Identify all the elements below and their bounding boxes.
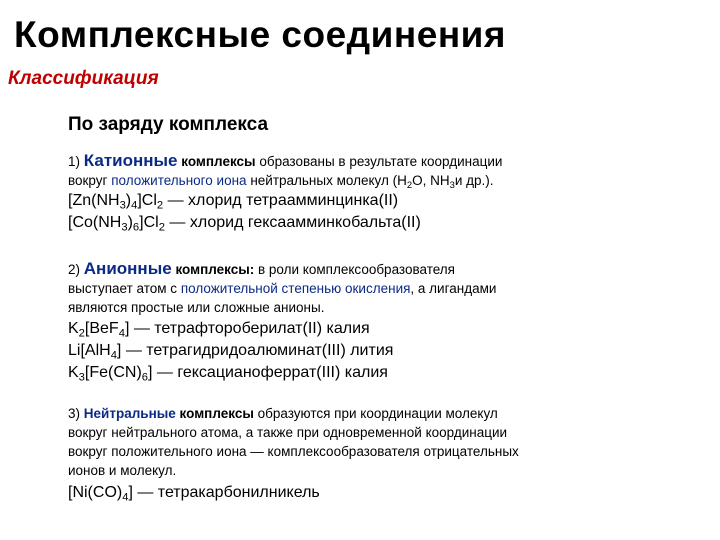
highlight-text: положительной степенью окисления	[180, 281, 411, 296]
page-title: Комплексные соединения	[14, 14, 507, 55]
item-neutral	[68, 404, 708, 480]
example-formula: $[Zn(NH_3)_4]Cl_2$ — хлорид тетраамминцинка(II)	[68, 192, 399, 212]
page-subtitle: Классификация	[8, 68, 159, 89]
item-number: 1)	[68, 154, 81, 169]
keyword-complexes: комплексы:	[175, 262, 255, 277]
item-text: вокруг	[68, 173, 112, 188]
example-formula: $K_3[Fe(CN)_6]$ — гексацианоферрат(III) калия	[68, 364, 388, 384]
item-anionic	[68, 259, 708, 317]
keyword-complexes: комплексы	[179, 406, 254, 421]
item-anionic-line2	[68, 279, 708, 298]
item-text: нейтральных молекул (H	[246, 173, 407, 188]
keyword-complexes: комплексы	[181, 154, 256, 169]
example-formula: Li[AlH$_4$] — тетрагидридоалюминат(III) лития	[68, 342, 394, 362]
keyword-cationic: Катионные	[83, 151, 178, 170]
item-neutral-line4: ионов и молекул.	[68, 463, 177, 478]
highlight-text: положительного иона	[111, 173, 247, 188]
item-neutral-line1	[68, 404, 708, 423]
example-formula: $K_2[BeF_4]$ — тетрафтороберилат(II) калия	[68, 320, 370, 340]
subscript: 3	[449, 179, 455, 191]
example-formula: $[Ni(CO)_4]$ — тетракарбонилникель	[68, 484, 320, 504]
item-text: и др.).	[454, 173, 494, 188]
item-text: образуются при координации молекул	[253, 406, 498, 421]
item-cationic	[68, 151, 708, 190]
item-text: выступает атом с	[68, 281, 181, 296]
item-text: в роли комплексообразователя	[254, 262, 455, 277]
item-text: O, NH	[412, 173, 450, 188]
item-neutral-line2: вокруг нейтрального атома, а также при одновременной координации	[68, 425, 508, 440]
item-number: 3)	[68, 406, 81, 421]
example-formula: $[Co(NH_3)_6]Cl_2$ — хлорид гексаамминкобальта(II)	[68, 214, 421, 234]
section-heading: По заряду комплекса	[68, 114, 269, 135]
item-text: образованы в результате координации	[255, 154, 503, 169]
item-anionic-line3: являются простые или сложные анионы.	[68, 300, 325, 315]
subscript: 2	[406, 179, 413, 191]
item-anionic-line1	[68, 259, 708, 279]
item-text: , а лигандами	[410, 281, 497, 296]
item-cationic-line1	[68, 151, 708, 171]
keyword-neutral: Нейтральные	[83, 406, 176, 421]
item-neutral-line3: вокруг положительного иона — комплексообразователя отрицательных	[68, 444, 519, 459]
keyword-anionic: Анионные	[83, 259, 172, 278]
item-number: 2)	[68, 262, 81, 277]
item-cationic-line2	[68, 171, 708, 190]
